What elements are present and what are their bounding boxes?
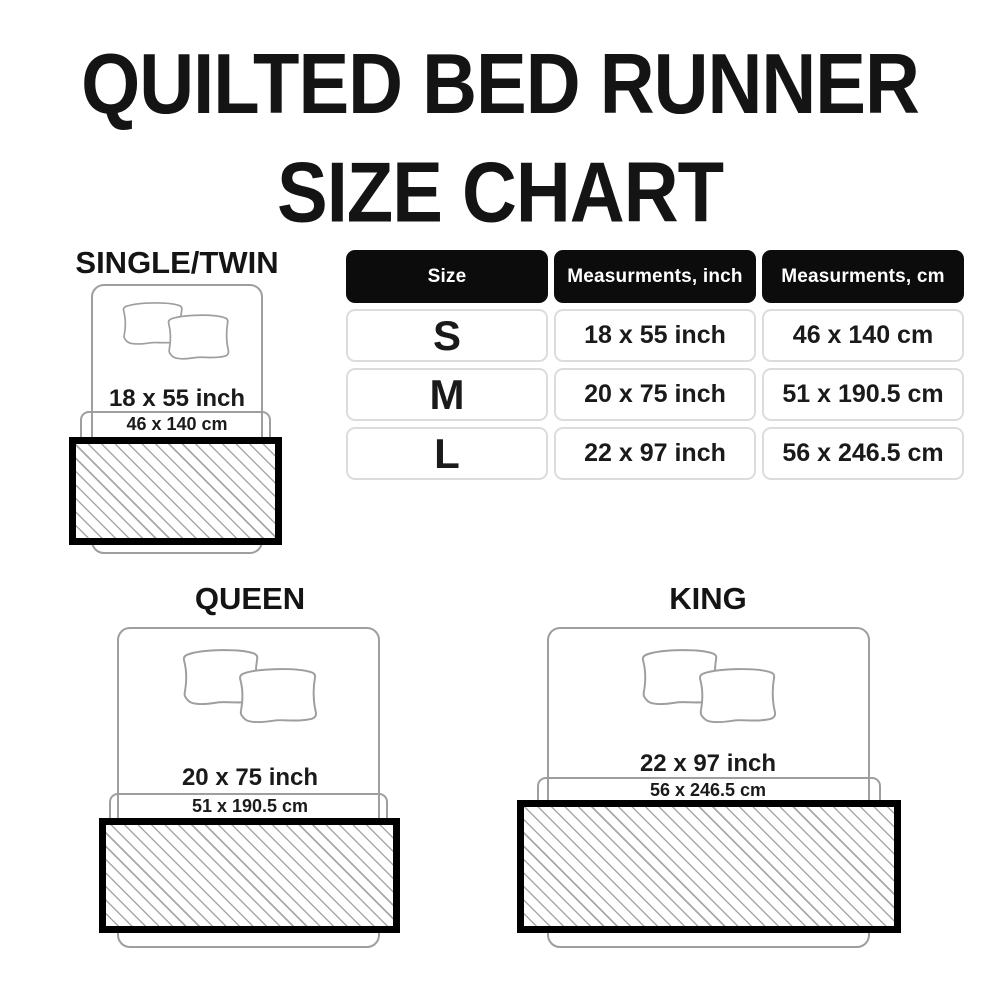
king-diagram bbox=[500, 578, 916, 963]
table-cell-cm-s: 46 x 140 cm bbox=[762, 309, 964, 362]
table-header-inch: Measurments, inch bbox=[554, 250, 756, 303]
page-title-line2: SIZE CHART bbox=[277, 145, 723, 241]
cm-measurement-label: 51 x 190.5 cm bbox=[191, 796, 309, 816]
page-title bbox=[0, 30, 1000, 247]
page-title-line1: QUILTED BED RUNNER bbox=[81, 36, 919, 132]
table-cell-inch-l: 22 x 97 inch bbox=[554, 427, 756, 480]
king-label: KING bbox=[669, 581, 747, 616]
table-cell-inch-s: 18 x 55 inch bbox=[554, 309, 756, 362]
inch-measurement-label: 20 x 75 inch bbox=[181, 764, 319, 791]
table-cell-cm-m: 51 x 190.5 cm bbox=[762, 368, 964, 421]
single-twin-label: SINGLE/TWIN bbox=[75, 245, 279, 280]
table-cell-inch-m: 20 x 75 inch bbox=[554, 368, 756, 421]
queen-diagram bbox=[95, 578, 405, 963]
pillow-icon bbox=[233, 664, 323, 726]
table-cell-size-s: S bbox=[346, 309, 548, 362]
inch-measurement-label: 18 x 55 inch bbox=[108, 385, 246, 412]
table-cell-size-l: L bbox=[346, 427, 548, 480]
cm-measurement-label: 56 x 246.5 cm bbox=[649, 780, 767, 800]
pillow-icon bbox=[163, 311, 234, 362]
bed-runner-hatched-rect bbox=[69, 437, 282, 545]
bed-runner-hatched-rect bbox=[517, 800, 901, 933]
cm-measurement-label: 46 x 140 cm bbox=[126, 414, 228, 434]
queen-label: QUEEN bbox=[194, 581, 306, 616]
table-header-cm: Measurments, cm bbox=[762, 250, 964, 303]
table-cell-cm-l: 56 x 246.5 cm bbox=[762, 427, 964, 480]
table-cell-size-m: M bbox=[346, 368, 548, 421]
single-twin-diagram bbox=[32, 240, 322, 585]
inch-measurement-label: 22 x 97 inch bbox=[639, 750, 777, 777]
size-table bbox=[346, 250, 965, 480]
bed-runner-hatched-rect bbox=[99, 818, 400, 933]
pillow-icon bbox=[693, 664, 782, 726]
table-header-size: Size bbox=[346, 250, 548, 303]
